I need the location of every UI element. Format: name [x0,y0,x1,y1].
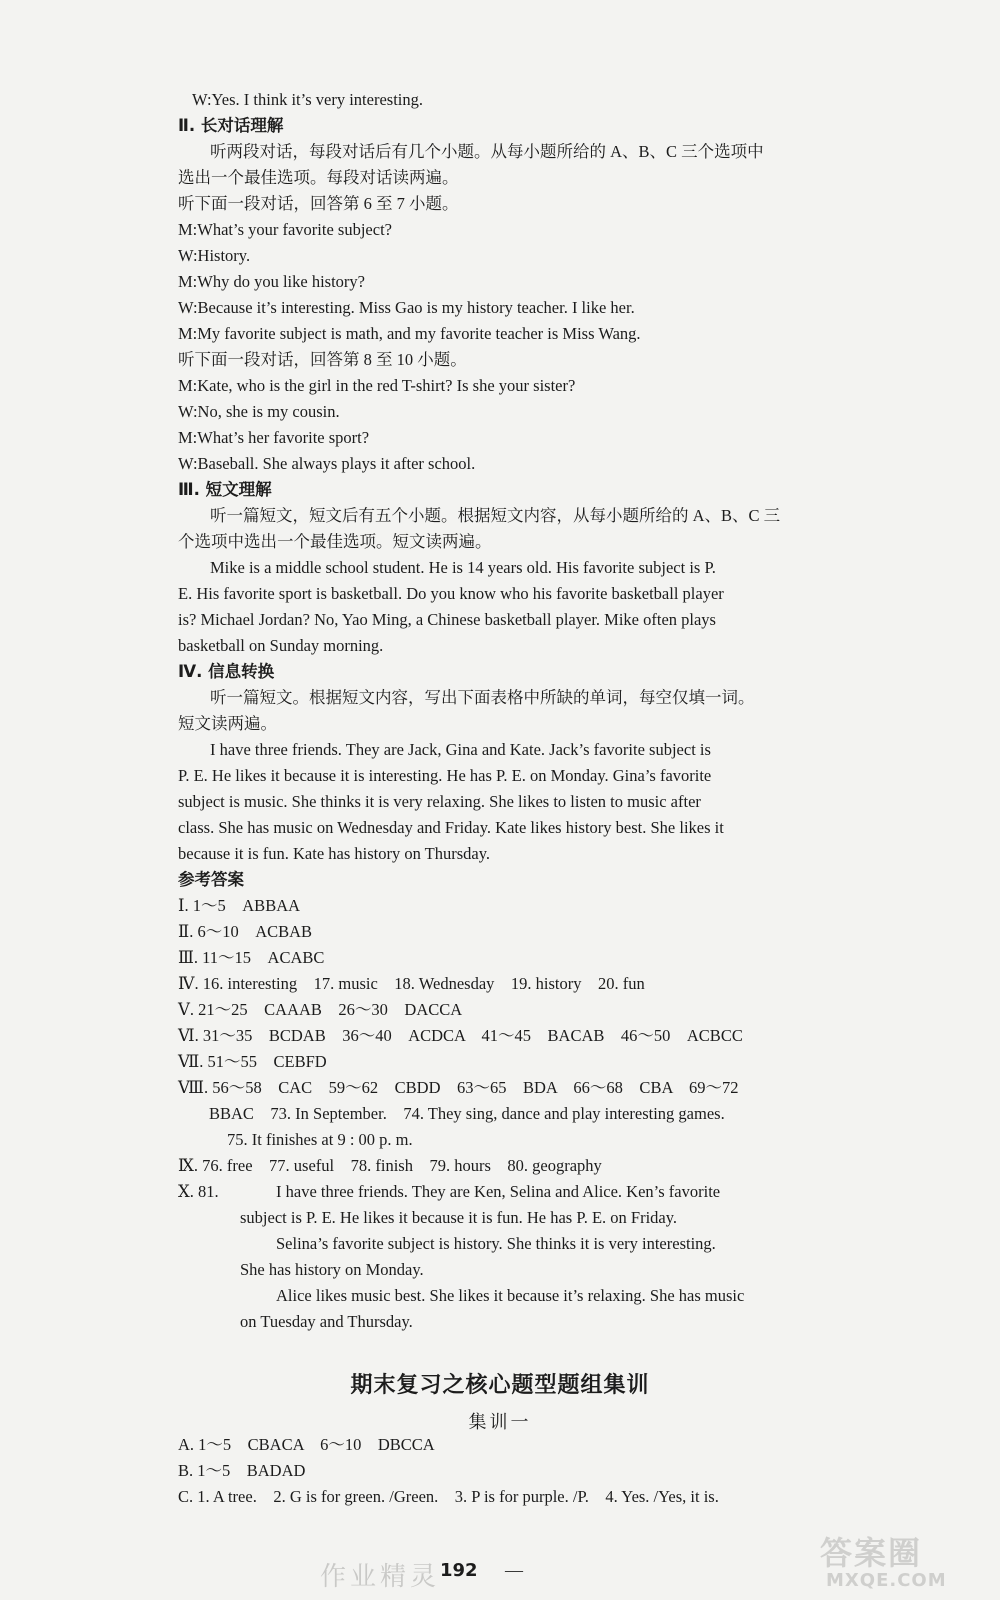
text-line: 听下面一段对话，回答第 6 至 7 小题。 [178,194,459,213]
section-heading: Ⅲ. 短文理解 [178,480,272,499]
text-line: M:What’s her favorite sport? [178,428,370,447]
answer-line: Ⅷ. 56～58 CAC 59～62 CBDD 63～65 BDA 66～68 CBA 69～72 [178,1078,739,1097]
answer-line: Ⅴ. 21～25 CAAAB 26～30 DACCA [178,1000,463,1019]
answer-line: She has history on Monday. [240,1260,424,1279]
answer-line: BBAC 73. In September. 74. They sing, dance and play interesting games. [209,1104,725,1123]
text-line: 听两段对话，每段对话后有几个小题。从每小题所给的 A、B、C 三个选项中 [210,142,764,161]
answer-line: Ⅶ. 51～55 CEBFD [178,1052,327,1071]
answer-line: Ⅲ. 11～15 ACABC [178,948,325,967]
text-line: E. His favorite sport is basketball. Do you know who his favorite basketball player [178,584,724,603]
answer-label: Ⅹ. 81. [178,1182,219,1201]
text-line: W:Baseball. She always plays it after school. [178,454,476,473]
section-title: 期末复习之核心题型题组集训 [350,1373,650,1398]
watermark-url: MXQE.COM [826,1570,947,1591]
answer-line: Ⅸ. 76. free 77. useful 78. finish 79. hours 80. geography [178,1156,602,1175]
answer-line: on Tuesday and Thursday. [240,1312,413,1331]
text-line: is? Michael Jordan? No, Yao Ming, a Chinese basketball player. Mike often plays [178,610,716,629]
text-line: M:My favorite subject is math, and my favorite teacher is Miss Wang. [178,324,641,343]
answer-line: A. 1～5 CBACA 6～10 DBCCA [178,1435,435,1454]
answer-line: Alice likes music best. She likes it because it’s relaxing. She has music [276,1286,745,1305]
answer-line: B. 1～5 BADAD [178,1461,306,1480]
text-line: W:Because it’s interesting. Miss Gao is my history teacher. I like her. [178,298,635,317]
text-line: W:History. [178,246,251,265]
text-line: because it is fun. Kate has history on Thursday. [178,844,491,863]
text-line: W:No, she is my cousin. [178,402,340,421]
text-line: 个选项中选出一个最佳选项。短文读两遍。 [178,532,492,551]
text-line: M:What’s your favorite subject? [178,220,392,239]
answer-line: 75. It finishes at 9 : 00 p. m. [227,1130,413,1149]
answers-heading: 参考答案 [178,870,244,889]
subsection-title: 集训一 [468,1412,532,1433]
watermark-text: 作业精灵 [320,1562,441,1592]
watermark-brand: 答案圈 [820,1534,923,1572]
text-line: 听一篇短文，短文后有五个小题。根据短文内容，从每小题所给的 A、B、C 三 [210,506,781,525]
watermark-logo [820,1528,990,1594]
section-heading: Ⅳ. 信息转换 [178,662,275,681]
text-line: M:Why do you like history? [178,272,365,291]
answer-line: Ⅳ. 16. interesting 17. music 18. Wednesday 19. history 20. fun [178,974,645,993]
text-line: 听下面一段对话，回答第 8 至 10 小题。 [178,350,467,369]
text-line: W:Yes. I think it’s very interesting. [192,90,423,109]
text-line: 短文读两遍。 [178,714,277,733]
text-line: subject is music. She thinks it is very relaxing. She likes to listen to music after [178,792,701,811]
text-line: P. E. He likes it because it is interesting. He has P. E. on Monday. Gina’s favorite [178,766,712,785]
text-line: basketball on Sunday morning. [178,636,384,655]
text-line: 听一篇短文。根据短文内容，写出下面表格中所缺的单词，每空仅填一词。 [210,688,755,707]
section-heading: Ⅱ. 长对话理解 [178,116,284,135]
answer-line: C. 1. A tree. 2. G is for green. /Green. 3. P is for purple. /P. 4. Yes. /Yes, it is. [178,1487,719,1506]
answer-line: Ⅱ. 6～10 ACBAB [178,922,313,941]
answer-line: subject is P. E. He likes it because it is fun. He has P. E. on Friday. [240,1208,678,1227]
text-line: class. She has music on Wednesday and Friday. Kate likes history best. She likes it [178,818,724,837]
answer-line: Ⅵ. 31～35 BCDAB 36～40 ACDCA 41～45 BACAB 46～50 ACBCC [178,1026,743,1045]
answer-line: Ⅰ. 1～5 ABBAA [178,896,301,915]
text-line: Mike is a middle school student. He is 14 years old. His favorite subject is P. [210,558,716,577]
text-line: M:Kate, who is the girl in the red T-shirt? Is she your sister? [178,376,576,395]
text-line: 选出一个最佳选项。每段对话读两遍。 [178,168,459,187]
answer-line: I have three friends. They are Ken, Selina and Alice. Ken’s favorite [276,1182,721,1201]
page-number: 192 [440,1560,478,1581]
text-line: I have three friends. They are Jack, Gina and Kate. Jack’s favorite subject is [210,740,711,759]
page-dash: — [505,1560,523,1580]
answer-line: Selina’s favorite subject is history. She thinks it is very interesting. [276,1234,716,1253]
